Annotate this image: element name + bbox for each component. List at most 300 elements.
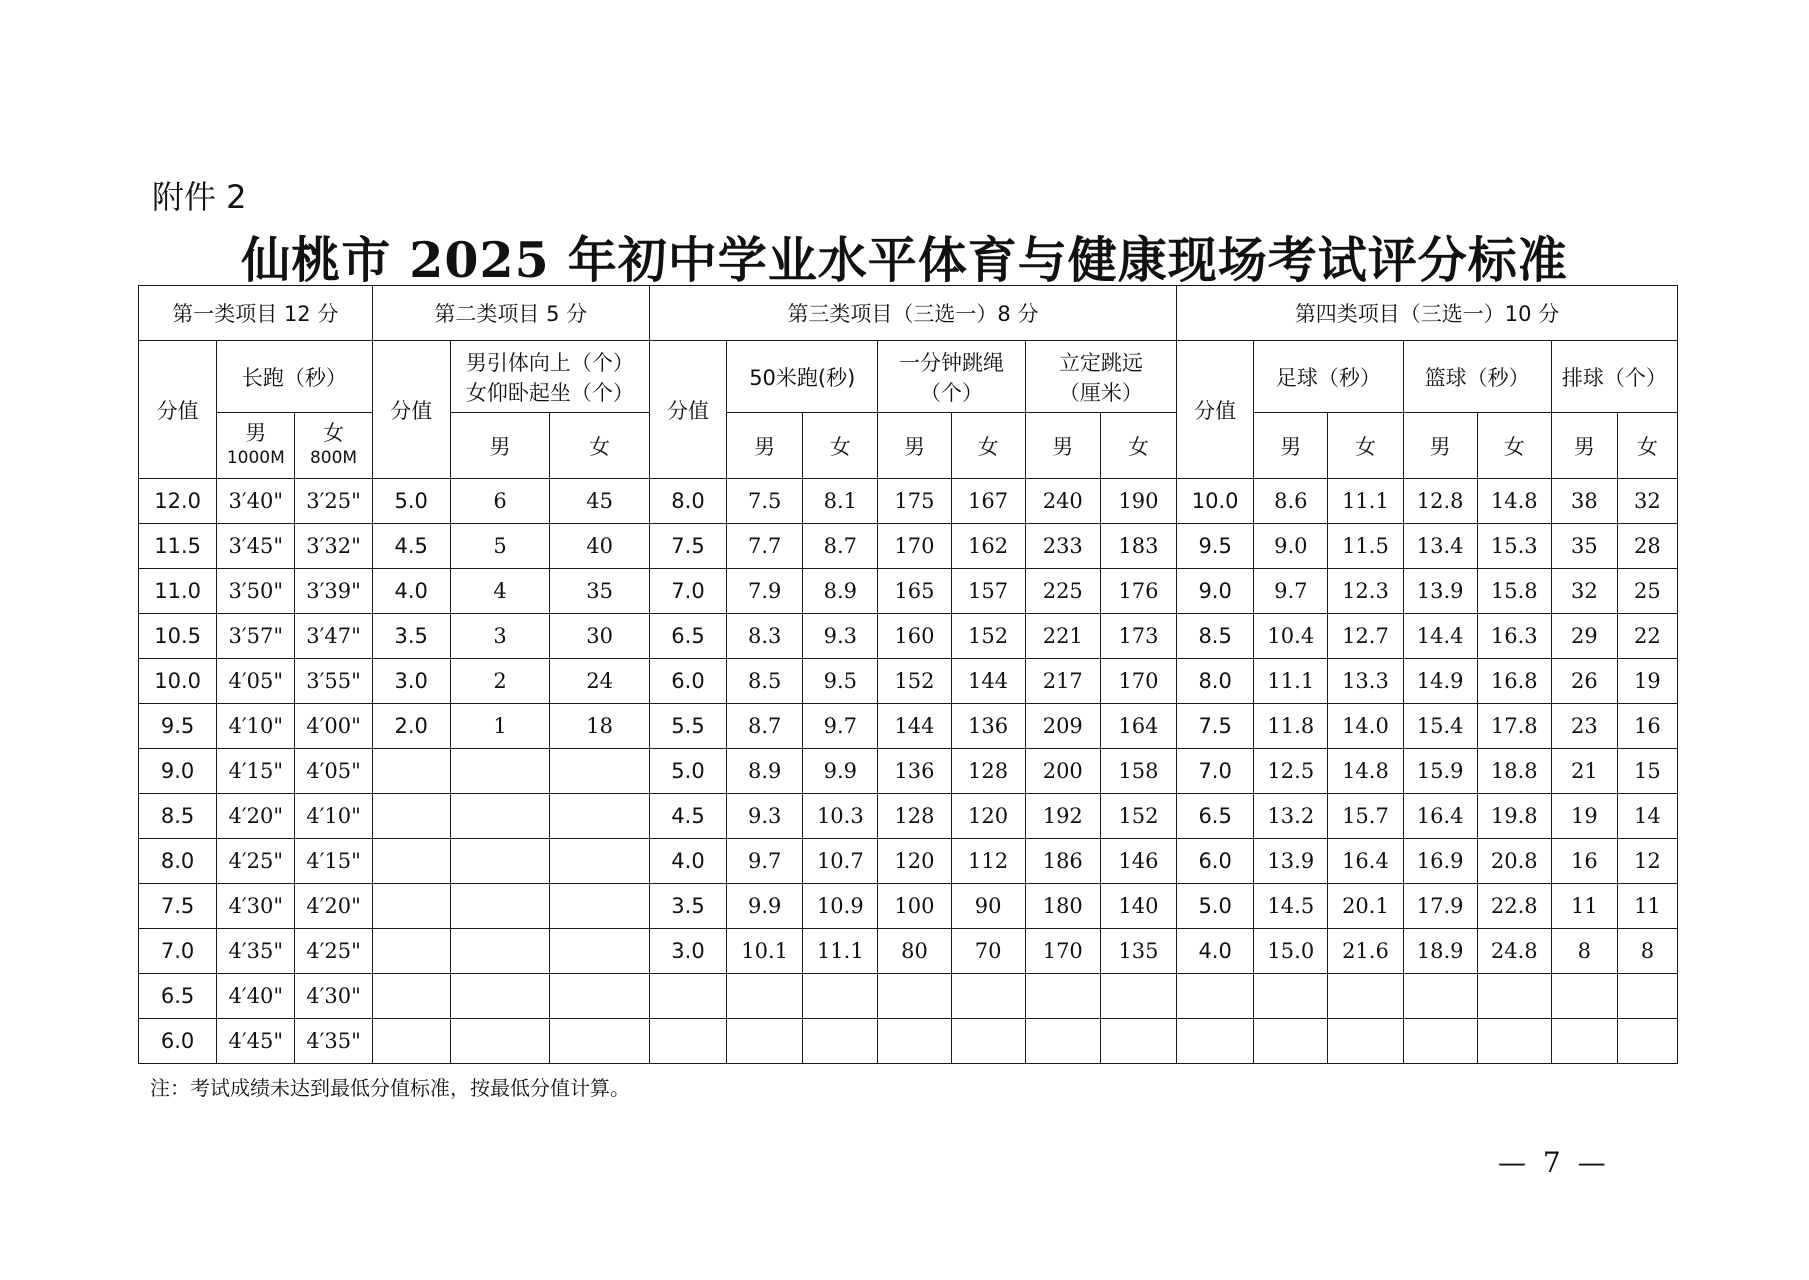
table-cell: 7.5 [139, 884, 217, 929]
table-cell: 30 [550, 614, 650, 659]
female-header: 女 [1477, 413, 1551, 479]
table-cell [1551, 974, 1617, 1019]
table-cell: 12 [1617, 839, 1677, 884]
rope-line-2: （个） [920, 380, 984, 405]
table-cell: 136 [878, 749, 951, 794]
table-cell: 10.7 [803, 839, 878, 884]
score-header-4: 分值 [1177, 341, 1254, 479]
table-cell: 221 [1025, 614, 1100, 659]
table-row [139, 974, 1678, 1019]
male-header: 男 [1403, 413, 1477, 479]
table-cell: 6.0 [139, 1019, 217, 1064]
pullup-line: 男引体向上（个） [465, 350, 634, 375]
table-cell: 13.4 [1403, 524, 1477, 569]
table-cell: 5 [450, 524, 550, 569]
table-cell [550, 794, 650, 839]
table-cell: 157 [951, 569, 1025, 614]
page-number: — 7 — [1498, 1146, 1610, 1179]
table-cell: 8.1 [803, 479, 878, 524]
table-cell: 15.7 [1328, 794, 1403, 839]
table-cell: 128 [951, 749, 1025, 794]
table-cell: 152 [1100, 794, 1176, 839]
table-row [139, 839, 1678, 884]
table-cell: 16 [1551, 839, 1617, 884]
table-cell: 8.7 [803, 524, 878, 569]
table-cell [1477, 974, 1551, 1019]
table-cell: 14 [1617, 794, 1677, 839]
table-cell: 167 [951, 479, 1025, 524]
table-cell: 8.9 [803, 569, 878, 614]
table-cell [550, 974, 650, 1019]
document-title: 仙桃市 2025 年初中学业水平体育与健康现场考试评分标准 [241, 231, 1568, 289]
table-cell [450, 749, 550, 794]
table-cell [1328, 1019, 1403, 1064]
table-cell: 183 [1100, 524, 1176, 569]
table-cell: 14.8 [1328, 749, 1403, 794]
table-cell: 4.5 [649, 794, 726, 839]
table-cell [450, 884, 550, 929]
male-header: 男 [727, 413, 803, 479]
female-header: 女 [1328, 413, 1403, 479]
table-cell [550, 884, 650, 929]
table-cell: 9.7 [803, 704, 878, 749]
table-cell: 15.4 [1403, 704, 1477, 749]
table-cell: 13.2 [1254, 794, 1328, 839]
score-body [139, 479, 1678, 1064]
table-cell: 3 [450, 614, 550, 659]
table-cell: 6.5 [649, 614, 726, 659]
table-cell: 3′55" [295, 659, 372, 704]
group-header-row [139, 286, 1678, 341]
table-cell: 164 [1100, 704, 1176, 749]
table-cell: 152 [878, 659, 951, 704]
volleyball-header: 排球（个） [1551, 341, 1677, 413]
table-cell: 8.7 [727, 704, 803, 749]
table-cell: 4′40" [217, 974, 295, 1019]
table-cell: 10.5 [139, 614, 217, 659]
table-cell [878, 974, 951, 1019]
table-cell [550, 839, 650, 884]
table-cell: 100 [878, 884, 951, 929]
table-cell: 209 [1025, 704, 1100, 749]
table-cell [1617, 974, 1677, 1019]
table-cell [1177, 1019, 1254, 1064]
table-cell: 40 [550, 524, 650, 569]
table-row [139, 884, 1678, 929]
table-cell: 200 [1025, 749, 1100, 794]
table-cell: 233 [1025, 524, 1100, 569]
table-cell: 5.0 [372, 479, 450, 524]
table-cell: 4.0 [1177, 929, 1254, 974]
table-cell: 9.9 [727, 884, 803, 929]
table-cell: 14.9 [1403, 659, 1477, 704]
table-cell: 1 [450, 704, 550, 749]
table-cell [1477, 1019, 1551, 1064]
table-cell [1100, 974, 1176, 1019]
table-row [139, 614, 1678, 659]
table-cell: 8 [1617, 929, 1677, 974]
table-cell: 3.0 [372, 659, 450, 704]
table-cell: 8.0 [1177, 659, 1254, 704]
table-cell: 13.3 [1328, 659, 1403, 704]
jump-line-2: （厘米） [1058, 380, 1143, 405]
jump-line-1: 立定跳远 [1058, 350, 1143, 375]
table-cell: 8.0 [139, 839, 217, 884]
table-cell [1328, 974, 1403, 1019]
table-cell: 9.5 [803, 659, 878, 704]
table-cell: 16 [1617, 704, 1677, 749]
table-cell: 7.0 [139, 929, 217, 974]
table-cell [1177, 974, 1254, 1019]
table-cell: 11.5 [139, 524, 217, 569]
table-cell [727, 974, 803, 1019]
table-cell: 18.9 [1403, 929, 1477, 974]
table-cell: 135 [1100, 929, 1176, 974]
sprint-header: 50米跑(秒) [727, 341, 878, 413]
table-cell: 12.5 [1254, 749, 1328, 794]
table-cell [803, 974, 878, 1019]
table-cell: 7.5 [727, 479, 803, 524]
table-cell: 9.3 [803, 614, 878, 659]
table-cell: 35 [550, 569, 650, 614]
run-female-label: 女 [323, 420, 344, 445]
male-header: 男 [878, 413, 951, 479]
table-row [139, 794, 1678, 839]
table-cell: 16.8 [1477, 659, 1551, 704]
table-cell: 175 [878, 479, 951, 524]
score-header-1: 分值 [139, 341, 217, 479]
table-cell: 146 [1100, 839, 1176, 884]
jump-header [1025, 341, 1176, 413]
female-header: 女 [803, 413, 878, 479]
male-header: 男 [450, 413, 550, 479]
table-cell [450, 1019, 550, 1064]
table-cell: 11.8 [1254, 704, 1328, 749]
attachment-label: 附件 2 [152, 178, 247, 216]
table-cell: 4′05" [217, 659, 295, 704]
table-cell: 15 [1617, 749, 1677, 794]
table-cell: 170 [1100, 659, 1176, 704]
table-cell: 9.0 [1177, 569, 1254, 614]
table-cell: 9.0 [1254, 524, 1328, 569]
table-cell: 4′20" [295, 884, 372, 929]
table-cell: 29 [1551, 614, 1617, 659]
table-cell: 23 [1551, 704, 1617, 749]
table-cell: 4.0 [372, 569, 450, 614]
table-cell [372, 974, 450, 1019]
table-cell: 3′57" [217, 614, 295, 659]
table-cell: 173 [1100, 614, 1176, 659]
table-cell: 8.6 [1254, 479, 1328, 524]
table-cell: 9.9 [803, 749, 878, 794]
table-row [139, 704, 1678, 749]
table-cell: 4′00" [295, 704, 372, 749]
table-cell: 165 [878, 569, 951, 614]
table-cell: 32 [1617, 479, 1677, 524]
situp-line: 女仰卧起坐（个） [465, 380, 634, 405]
pullup-situp-header [450, 341, 649, 413]
table-cell: 22.8 [1477, 884, 1551, 929]
table-cell: 3′50" [217, 569, 295, 614]
table-cell: 170 [1025, 929, 1100, 974]
table-cell: 217 [1025, 659, 1100, 704]
table-cell: 140 [1100, 884, 1176, 929]
table-cell: 6.0 [649, 659, 726, 704]
table-cell: 11.1 [803, 929, 878, 974]
table-cell: 15.0 [1254, 929, 1328, 974]
table-cell: 17.8 [1477, 704, 1551, 749]
table-cell: 5.5 [649, 704, 726, 749]
table-cell: 4′30" [295, 974, 372, 1019]
table-cell: 28 [1617, 524, 1677, 569]
table-cell: 10.0 [139, 659, 217, 704]
table-cell [951, 974, 1025, 1019]
table-cell: 15.8 [1477, 569, 1551, 614]
female-header: 女 [951, 413, 1025, 479]
table-cell: 16.4 [1328, 839, 1403, 884]
table-cell: 3.5 [372, 614, 450, 659]
table-cell: 2.0 [372, 704, 450, 749]
table-cell: 4′10" [295, 794, 372, 839]
male-header: 男 [1254, 413, 1328, 479]
table-cell: 14.5 [1254, 884, 1328, 929]
female-header: 女 [1100, 413, 1176, 479]
table-cell: 160 [878, 614, 951, 659]
run-female-distance: 800M [309, 447, 358, 468]
table-cell: 14.0 [1328, 704, 1403, 749]
item-header-row [139, 341, 1678, 413]
group-header-4: 第四类项目（三选一）10 分 [1177, 286, 1678, 341]
table-cell: 9.7 [727, 839, 803, 884]
table-cell: 112 [951, 839, 1025, 884]
table-cell: 3.5 [649, 884, 726, 929]
table-cell: 4.0 [649, 839, 726, 884]
table-cell: 240 [1025, 479, 1100, 524]
table-cell: 8.5 [139, 794, 217, 839]
table-cell: 16.3 [1477, 614, 1551, 659]
table-cell: 16.4 [1403, 794, 1477, 839]
table-cell: 10.0 [1177, 479, 1254, 524]
footnote: 注：考试成绩未达到最低分值标准，按最低分值计算。 [150, 1076, 630, 1100]
table-cell: 11.1 [1328, 479, 1403, 524]
table-cell: 3.0 [649, 929, 726, 974]
table-cell: 7.5 [649, 524, 726, 569]
table-cell: 9.0 [139, 749, 217, 794]
male-header: 男 [1551, 413, 1617, 479]
table-cell: 8.5 [1177, 614, 1254, 659]
table-cell: 8.5 [727, 659, 803, 704]
table-cell: 4′45" [217, 1019, 295, 1064]
table-cell: 4′35" [217, 929, 295, 974]
table-cell: 18.8 [1477, 749, 1551, 794]
table-cell: 20.8 [1477, 839, 1551, 884]
table-cell: 180 [1025, 884, 1100, 929]
table-cell [372, 1019, 450, 1064]
run-male-header [217, 413, 295, 479]
table-cell: 9.7 [1254, 569, 1328, 614]
table-cell: 19.8 [1477, 794, 1551, 839]
table-row [139, 569, 1678, 614]
table-cell: 120 [951, 794, 1025, 839]
table-row [139, 929, 1678, 974]
table-cell: 11 [1551, 884, 1617, 929]
table-cell: 80 [878, 929, 951, 974]
table-cell [372, 884, 450, 929]
table-cell: 12.0 [139, 479, 217, 524]
table-cell: 162 [951, 524, 1025, 569]
table-cell: 35 [1551, 524, 1617, 569]
table-cell [1100, 1019, 1176, 1064]
table-cell: 10.4 [1254, 614, 1328, 659]
table-cell [1025, 974, 1100, 1019]
table-cell: 8.0 [649, 479, 726, 524]
table-cell: 22 [1617, 614, 1677, 659]
table-cell [1025, 1019, 1100, 1064]
female-header: 女 [550, 413, 650, 479]
table-cell: 14.4 [1403, 614, 1477, 659]
table-cell [649, 974, 726, 1019]
table-cell: 7.0 [1177, 749, 1254, 794]
female-header: 女 [1617, 413, 1677, 479]
table-cell: 136 [951, 704, 1025, 749]
score-header-2: 分值 [372, 341, 450, 479]
group-header-1: 第一类项目 12 分 [139, 286, 373, 341]
run-header: 长跑（秒） [217, 341, 372, 413]
table-cell: 3′45" [217, 524, 295, 569]
table-cell [450, 929, 550, 974]
table-cell: 4′15" [295, 839, 372, 884]
table-cell: 15.9 [1403, 749, 1477, 794]
table-cell: 170 [878, 524, 951, 569]
male-header: 男 [1025, 413, 1100, 479]
run-male-distance: 1000M [226, 447, 285, 468]
table-cell: 144 [878, 704, 951, 749]
table-cell [1551, 1019, 1617, 1064]
table-row [139, 659, 1678, 704]
table-cell: 5.0 [649, 749, 726, 794]
table-cell: 45 [550, 479, 650, 524]
table-cell: 14.8 [1477, 479, 1551, 524]
table-cell: 128 [878, 794, 951, 839]
table-cell: 38 [1551, 479, 1617, 524]
table-cell: 4′25" [295, 929, 372, 974]
table-cell: 10.9 [803, 884, 878, 929]
table-cell: 6 [450, 479, 550, 524]
table-cell: 7.5 [1177, 704, 1254, 749]
table-row [139, 749, 1678, 794]
table-cell [1254, 974, 1328, 1019]
table-cell [1617, 1019, 1677, 1064]
table-cell: 7.9 [727, 569, 803, 614]
table-cell: 6.5 [1177, 794, 1254, 839]
table-cell: 10.3 [803, 794, 878, 839]
table-cell: 9.5 [1177, 524, 1254, 569]
table-cell: 11.1 [1254, 659, 1328, 704]
table-cell [372, 839, 450, 884]
table-cell: 6.0 [1177, 839, 1254, 884]
table-cell [372, 929, 450, 974]
table-cell: 192 [1025, 794, 1100, 839]
table-cell [550, 749, 650, 794]
table-cell: 16.9 [1403, 839, 1477, 884]
table-cell: 3′39" [295, 569, 372, 614]
football-header: 足球（秒） [1254, 341, 1403, 413]
run-female-header [295, 413, 372, 479]
table-cell: 4′15" [217, 749, 295, 794]
table-cell: 20.1 [1328, 884, 1403, 929]
rope-line-1: 一分钟跳绳 [899, 350, 1005, 375]
table-row [139, 1019, 1678, 1064]
table-cell: 3′40" [217, 479, 295, 524]
table-cell: 3′47" [295, 614, 372, 659]
table-cell: 144 [951, 659, 1025, 704]
table-cell [450, 794, 550, 839]
table-row [139, 524, 1678, 569]
table-cell [550, 1019, 650, 1064]
table-cell: 4′30" [217, 884, 295, 929]
table-cell: 13.9 [1403, 569, 1477, 614]
table-cell: 19 [1617, 659, 1677, 704]
table-cell [372, 794, 450, 839]
table-cell: 24.8 [1477, 929, 1551, 974]
table-cell: 7.0 [649, 569, 726, 614]
table-cell [450, 974, 550, 1019]
table-cell: 8.9 [727, 749, 803, 794]
table-row [139, 479, 1678, 524]
score-header-3: 分值 [649, 341, 726, 479]
table-cell: 90 [951, 884, 1025, 929]
table-cell: 158 [1100, 749, 1176, 794]
group-header-3: 第三类项目（三选一）8 分 [649, 286, 1176, 341]
table-cell: 9.5 [139, 704, 217, 749]
table-cell: 21 [1551, 749, 1617, 794]
table-cell: 8.3 [727, 614, 803, 659]
table-cell: 24 [550, 659, 650, 704]
table-cell: 6.5 [139, 974, 217, 1019]
table-cell: 19 [1551, 794, 1617, 839]
table-cell [803, 1019, 878, 1064]
table-cell: 12.7 [1328, 614, 1403, 659]
scoring-table [138, 285, 1678, 1064]
rope-header [878, 341, 1025, 413]
table-cell: 176 [1100, 569, 1176, 614]
table-cell: 2 [450, 659, 550, 704]
table-cell [1254, 1019, 1328, 1064]
run-male-label: 男 [245, 420, 267, 445]
basketball-header: 篮球（秒） [1403, 341, 1551, 413]
table-cell: 186 [1025, 839, 1100, 884]
table-cell: 7.7 [727, 524, 803, 569]
table-cell: 32 [1551, 569, 1617, 614]
table-cell: 11 [1617, 884, 1677, 929]
table-cell: 17.9 [1403, 884, 1477, 929]
table-cell: 11.5 [1328, 524, 1403, 569]
table-cell: 11.0 [139, 569, 217, 614]
table-cell: 152 [951, 614, 1025, 659]
table-cell: 10.1 [727, 929, 803, 974]
table-cell [550, 929, 650, 974]
table-cell: 4′20" [217, 794, 295, 839]
table-cell: 3′32" [295, 524, 372, 569]
group-header-2: 第二类项目 5 分 [372, 286, 649, 341]
table-cell: 13.9 [1254, 839, 1328, 884]
table-cell: 8 [1551, 929, 1617, 974]
table-cell: 4′05" [295, 749, 372, 794]
table-cell [372, 749, 450, 794]
table-cell: 15.3 [1477, 524, 1551, 569]
table-cell: 4′10" [217, 704, 295, 749]
table-cell: 225 [1025, 569, 1100, 614]
